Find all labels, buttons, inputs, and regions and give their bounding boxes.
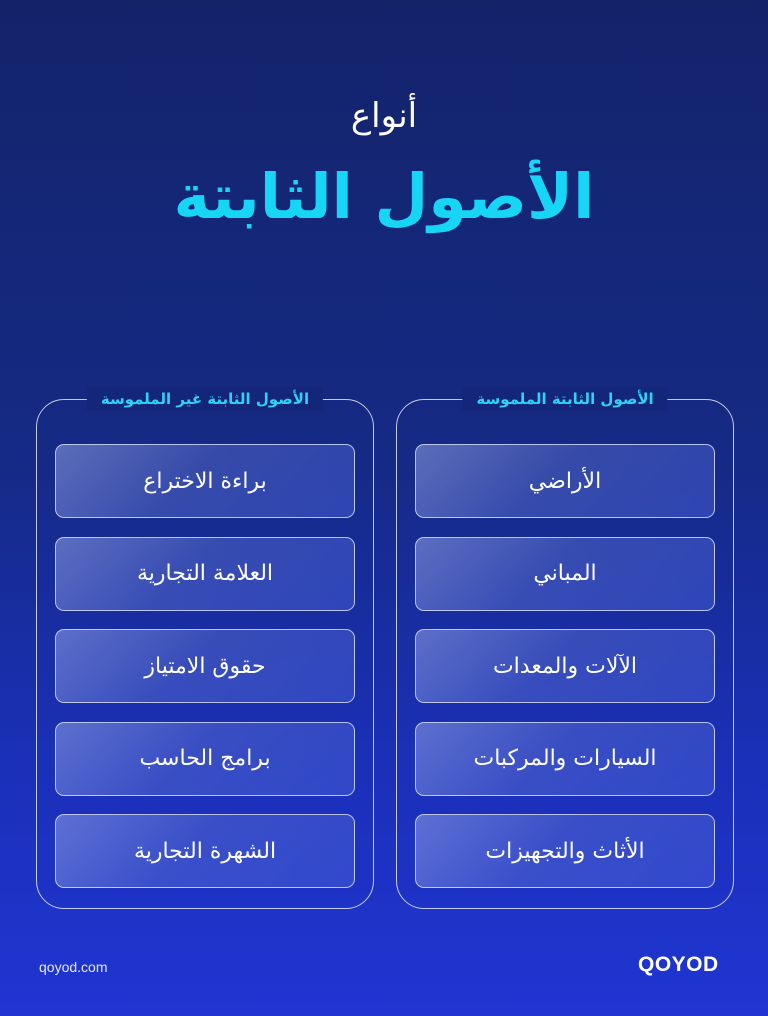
panel-label-intangible: الأصول الثابتة غير الملموسة (87, 387, 323, 411)
subtitle: أنواع (350, 96, 418, 136)
asset-card-land: الأراضي (415, 444, 715, 518)
brand-logo: QOYOD (638, 953, 719, 976)
intangible-assets-panel (36, 390, 374, 909)
page-title: الأصول الثابتة (173, 160, 595, 233)
asset-card-buildings: المباني (415, 537, 715, 611)
asset-card-machinery: الآلات والمعدات (415, 629, 715, 703)
tangible-assets-panel (396, 390, 734, 909)
asset-card-trademark: العلامة التجارية (55, 537, 355, 611)
asset-card-software: برامج الحاسب (55, 722, 355, 796)
website-url: qoyod.com (39, 959, 108, 975)
asset-card-franchise: حقوق الامتياز (55, 629, 355, 703)
asset-card-furniture: الأثاث والتجهيزات (415, 814, 715, 888)
asset-card-vehicles: السيارات والمركبات (415, 722, 715, 796)
asset-card-patent: براءة الاختراع (55, 444, 355, 518)
asset-card-goodwill: الشهرة التجارية (55, 814, 355, 888)
panel-label-tangible: الأصول الثابتة الملموسة (462, 387, 667, 411)
